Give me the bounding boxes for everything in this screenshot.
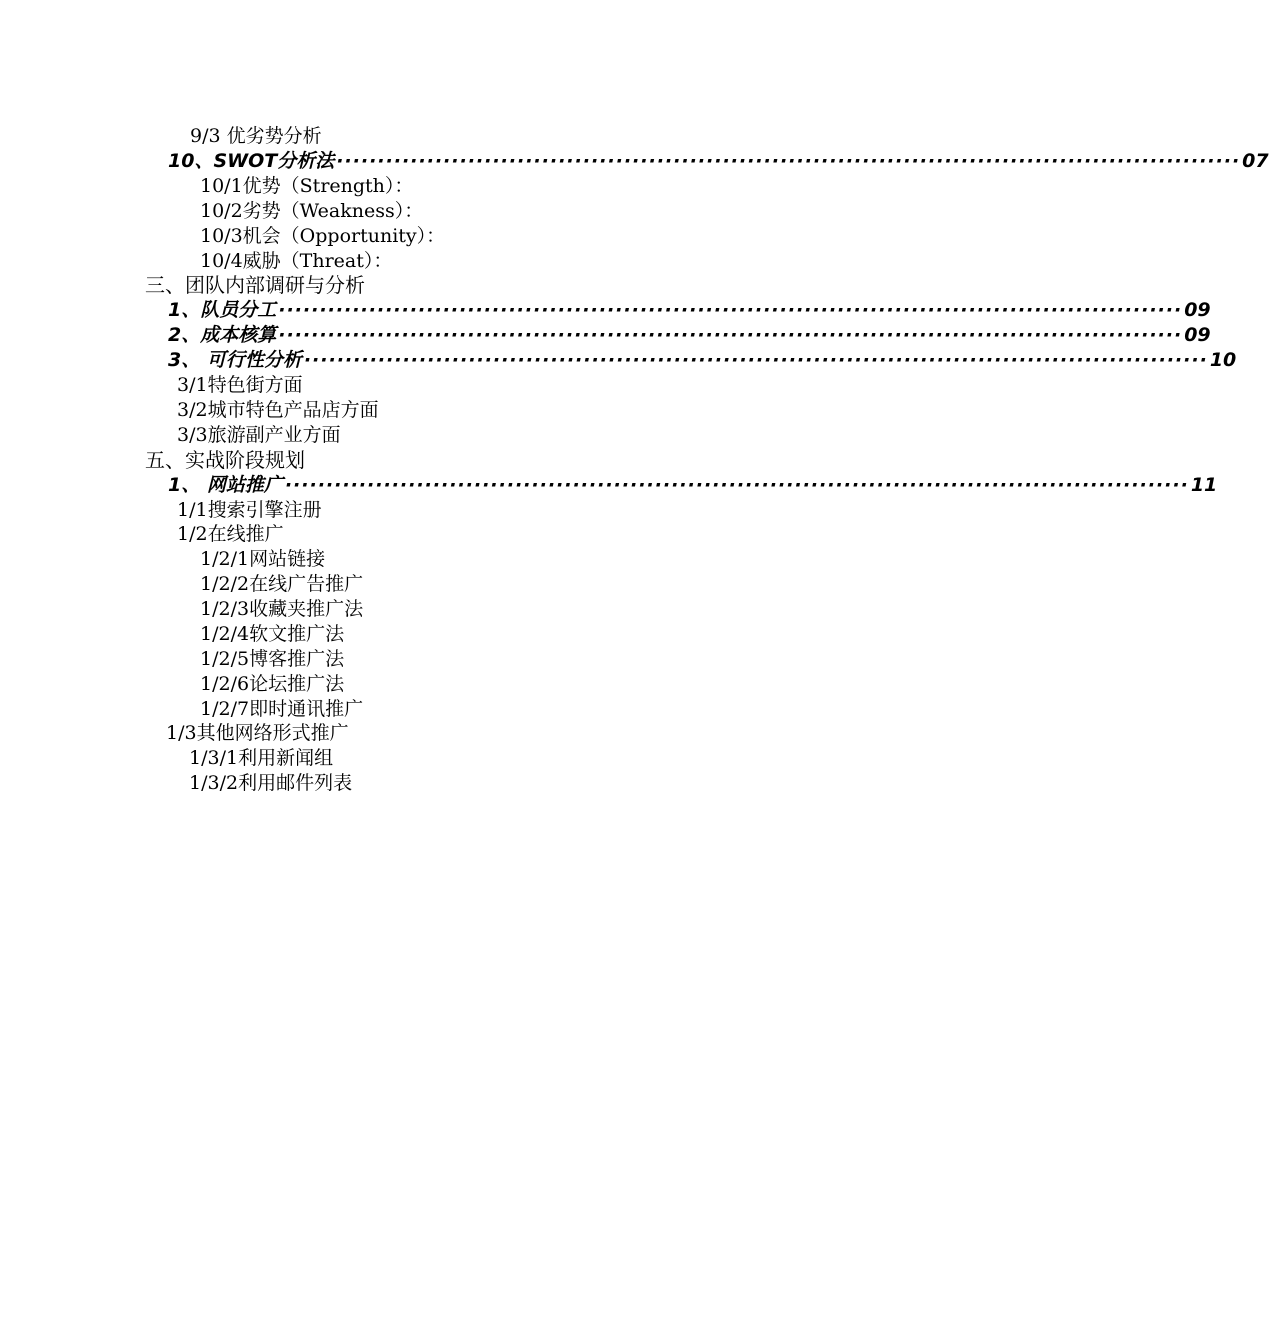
toc-leader-dots: ·············································································································· (303, 349, 1208, 371)
toc-entry: 1/2/4软文推广法 (200, 623, 345, 645)
toc-entry: 9/3 优劣势分析 (190, 125, 322, 147)
toc-entry: 1/2在线推广 (177, 523, 284, 545)
toc-entry-title: 10、SWOT分析法 (168, 150, 335, 172)
toc-entry-title: 1、队员分工 (168, 299, 277, 321)
toc-entry: 1/2/1网站链接 (200, 548, 326, 570)
toc-entry: 1/3其他网络形式推广 (166, 722, 349, 744)
toc-section-heading: 三、团队内部调研与分析 (145, 273, 365, 297)
toc-section-heading: 五、实战阶段规划 (145, 448, 305, 472)
toc-entry: 3/3旅游副产业方面 (177, 424, 341, 446)
toc-entry-with-page[interactable] (168, 323, 1211, 348)
toc-entry-with-page[interactable] (168, 473, 1218, 498)
toc-page-number: 10 (1209, 349, 1237, 371)
toc-page-number: 11 (1190, 474, 1218, 496)
toc-entry-title: 2、成本核算 (168, 324, 277, 346)
toc-page-number: 09 (1184, 324, 1211, 346)
toc-entry: 10/2劣势（Weakness）： (200, 200, 424, 222)
toc-entry: 10/3机会（Opportunity）： (200, 225, 446, 247)
toc-leader-dots: ·············································································································· (336, 150, 1241, 172)
toc-entry-with-page[interactable] (168, 348, 1237, 373)
toc-leader-dots: ·············································································································· (278, 299, 1183, 321)
toc-entry: 1/3/1利用新闻组 (189, 747, 334, 769)
toc-entry: 3/1特色街方面 (177, 374, 303, 396)
toc-entry: 1/1搜索引擎注册 (177, 499, 322, 521)
toc-entry: 1/2/2在线广告推广 (200, 573, 364, 595)
toc-entry: 1/2/6论坛推广法 (200, 673, 345, 695)
toc-page-number: 07 (1242, 150, 1269, 172)
toc-entry-title: 3、 可行性分析 (168, 349, 302, 371)
toc-entry: 3/2城市特色产品店方面 (177, 399, 379, 421)
toc-leader-dots: ·············································································································· (278, 324, 1183, 346)
toc-entry: 10/1优势（Strength）： (200, 175, 414, 197)
toc-entry: 1/2/7即时通讯推广 (200, 698, 364, 720)
toc-page-number: 09 (1184, 299, 1211, 321)
toc-entry-title: 1、 网站推广 (168, 474, 283, 496)
toc-entry: 1/2/5博客推广法 (200, 648, 345, 670)
toc-entry-with-page[interactable] (168, 298, 1211, 323)
toc-leader-dots: ·············································································································· (284, 474, 1189, 496)
toc-entry-with-page[interactable] (168, 149, 1269, 174)
toc-entry: 10/4威胁（Threat）： (200, 250, 393, 272)
toc-entry: 1/3/2利用邮件列表 (189, 772, 353, 794)
toc-entry: 1/2/3收藏夹推广法 (200, 598, 364, 620)
